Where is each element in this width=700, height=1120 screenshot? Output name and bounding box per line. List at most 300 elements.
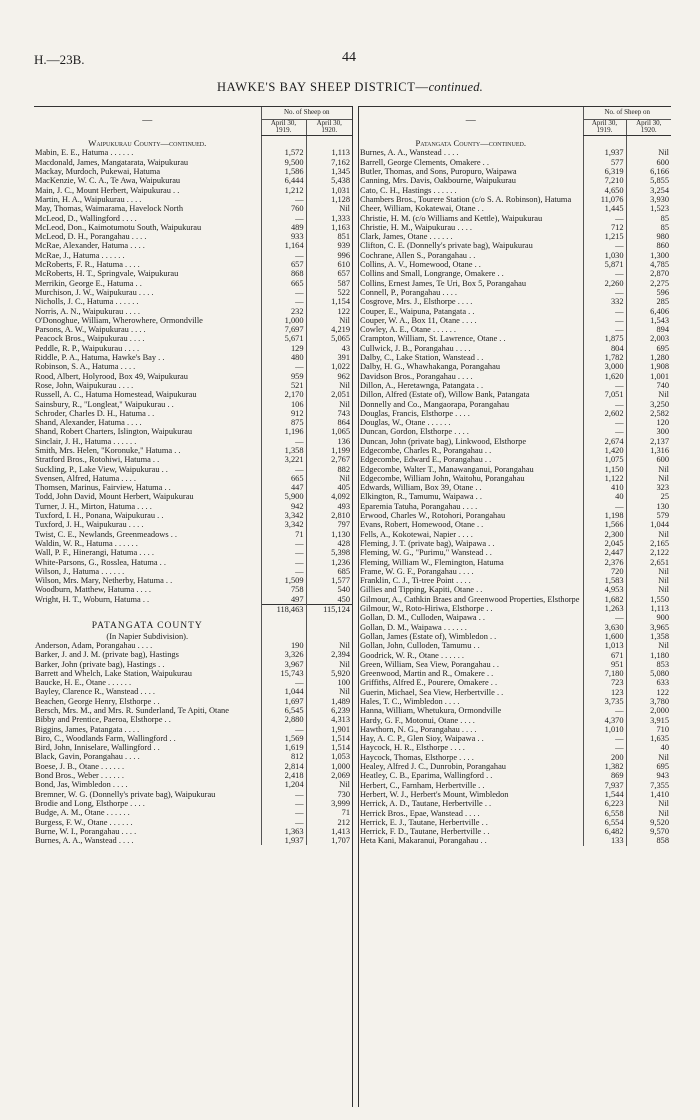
table-row (359, 511, 671, 520)
owner-name: Cosgrove, Mrs. J., Elsthorpe . . . . (360, 297, 473, 307)
sheep-1920: 600 (626, 158, 671, 167)
sheep-1919: — (261, 539, 306, 548)
table-row (359, 409, 671, 418)
sheep-1920: 6,406 (626, 307, 671, 316)
sheep-1920: 5,065 (306, 334, 352, 343)
owner-name: Guerin, Michael, Sea View, Herbertville . . (360, 687, 504, 697)
owner-name: Cullwick, J. B., Porangahau . . . . (360, 343, 471, 353)
owner-name: Tuxford, J. H., Waipukurau . . . . (35, 520, 144, 530)
table-row (34, 548, 352, 557)
owner-name: Hay, A. C. P., Glen Sioy, Waipawa . . (360, 734, 484, 744)
table-row (359, 390, 671, 399)
owner-name: Bond Bros., Weber . . . . . . (35, 771, 124, 781)
total-1920: 115,124 (306, 605, 352, 615)
sheep-1920: 450 (306, 595, 352, 605)
sheep-1920: 579 (626, 511, 671, 520)
sheep-1920: Nil (626, 753, 671, 762)
sheep-1920: 122 (626, 688, 671, 697)
sheep-1919: 712 (583, 223, 626, 232)
owner-name: Barrell, George Clements, Omakere . . (360, 157, 489, 167)
sheep-1919: 951 (583, 660, 626, 669)
sheep-1919: 2,447 (583, 548, 626, 557)
sheep-1919: 812 (261, 752, 306, 761)
table-row (359, 762, 671, 771)
sheep-1919: 1,198 (583, 511, 626, 520)
table-row (34, 409, 352, 418)
sheep-1919: 11,076 (583, 195, 626, 204)
owner-name: Fleming, William W., Flemington, Hatuma (360, 557, 504, 567)
sheep-1919: 1,382 (583, 762, 626, 771)
table-row (34, 799, 352, 808)
sheep-1920: 1,001 (626, 372, 671, 381)
sheep-1920: 5,080 (626, 669, 671, 678)
sheep-1919: 2,300 (583, 530, 626, 539)
owner-name: Hanna, William, Whetukura, Ormondville (360, 706, 502, 716)
table-row (34, 697, 352, 706)
owner-name: Twist, C. E., Newlands, Greenmeadows . . (35, 529, 177, 539)
owner-name: Fleming, W. G., "Purimu," Wanstead . . (360, 548, 492, 558)
table-row (34, 334, 352, 343)
table-row (359, 186, 671, 195)
sheep-1919: 5,871 (583, 260, 626, 269)
sheep-1920: 1,236 (306, 558, 352, 567)
table-row (34, 715, 352, 724)
owner-name: Edgecombe, Walter T., Manawanganui, Porangahau (360, 464, 534, 474)
sheep-1920: 695 (626, 762, 671, 771)
sheep-1920: 2,870 (626, 269, 671, 278)
owner-name: Herbert, C., Farnham, Herbertville . . (360, 780, 485, 790)
sheep-1920: 610 (306, 260, 352, 269)
total-1919: 118,463 (261, 605, 306, 615)
table-row (359, 558, 671, 567)
owner-name: Herbert, W. J., Herbert's Mount, Wimbledon (360, 789, 509, 799)
sheep-1919: — (583, 706, 626, 715)
sheep-1919: 1,075 (583, 455, 626, 464)
table-row (359, 809, 671, 818)
sheep-1920: 5,920 (306, 669, 352, 678)
sheep-1920: Nil (626, 809, 671, 818)
owner-name: Connell, P., Porangahau . . . . (360, 287, 458, 297)
sheep-1920: 2,051 (306, 390, 352, 399)
sheep-1920: 996 (306, 251, 352, 260)
sheep-1920: 1,523 (626, 204, 671, 213)
sheep-1920: 2,767 (306, 455, 352, 464)
sheep-1919: 332 (583, 297, 626, 306)
sheep-1919: 1,204 (261, 780, 306, 789)
owner-name: Stratford Bros., Rotohiwi, Hatuma . . (35, 455, 160, 465)
sheep-1920: 1,300 (626, 251, 671, 260)
owner-name: Herrick, F. D., Tautane, Herbertville . . (360, 827, 490, 837)
sheep-1920: 2,394 (306, 650, 352, 659)
owner-name: Hardy, G. F., Motonui, Otane . . . . (360, 715, 475, 725)
sheep-1919: 123 (583, 688, 626, 697)
owner-name: Herrick, A. D., Tautane, Herbertville . . (360, 799, 492, 809)
sheep-1919: 2,170 (261, 390, 306, 399)
table-row (359, 818, 671, 827)
title-main: HAWKE'S BAY SHEEP DISTRICT— (217, 80, 429, 94)
blank-cell (261, 135, 306, 148)
owner-name: Murchison, J. W., Waipukurau . . . . (35, 287, 154, 297)
owner-name: Wright, H. T., Woburn, Hatuma . . (35, 595, 150, 605)
owner-name: Martin, H. A., Waipukurau . . . . (35, 194, 142, 204)
sheep-1920: 2,810 (306, 511, 352, 520)
sheep-1920: 3,780 (626, 697, 671, 706)
right-column (358, 106, 671, 1107)
sheep-1920: 4,219 (306, 325, 352, 334)
sheep-1919: 521 (261, 381, 306, 390)
owner-name: Hales, T. C., Wimbledon . . . . (360, 697, 460, 706)
table-row (34, 186, 352, 195)
owner-name: McRoberts, H. T., Springvale, Waipukurau (35, 269, 179, 279)
sheep-1920: 633 (626, 678, 671, 687)
sheep-1920: 391 (306, 353, 352, 362)
sheep-1920: 1,316 (626, 446, 671, 455)
table-row (359, 520, 671, 529)
table-row (34, 492, 352, 501)
owner-name: Fleming, J. T. (private bag), Waipawa . . (360, 538, 495, 548)
sheep-1920: 900 (626, 613, 671, 622)
sheep-1920: 600 (626, 455, 671, 464)
sheep-1920: 9,520 (626, 818, 671, 827)
table-row (359, 446, 671, 455)
sheep-1919: 1,010 (583, 725, 626, 734)
table-row (34, 204, 352, 213)
sheep-1920: 864 (306, 418, 352, 427)
sheep-1919: 3,735 (583, 697, 626, 706)
table-row (34, 372, 352, 381)
sheep-1919: — (261, 214, 306, 223)
sheep-1920: 6,239 (306, 706, 352, 715)
sheep-1919: 1,782 (583, 353, 626, 362)
table-row (359, 158, 671, 167)
sheep-1919: 804 (583, 344, 626, 353)
table-row (359, 400, 671, 409)
owner-name: Wilson, J., Hatuma . . . . . . (35, 566, 125, 576)
sheep-1920: 1,113 (626, 604, 671, 613)
table-row (359, 576, 671, 585)
county-heading-patangata (34, 614, 352, 631)
sheep-1919: — (583, 307, 626, 316)
sheep-1920: Nil (626, 567, 671, 576)
sheep-1919: 959 (261, 372, 306, 381)
sheep-1919: — (261, 297, 306, 306)
sheep-1920: 5,398 (306, 548, 352, 557)
table-row (359, 427, 671, 436)
sheep-1919: 3,000 (583, 362, 626, 371)
owner-name: Edgecombe, Charles R., Porangahau . . (360, 445, 492, 455)
table-row (359, 716, 671, 725)
report-reference: H.—23B. (34, 52, 85, 67)
owner-name: Norris, A. N., Waipukurau . . . . (35, 306, 141, 316)
owner-name: Evans, Robert, Homewood, Otane . . (360, 520, 484, 530)
sheep-1919: — (583, 241, 626, 250)
owner-name: Gollan, D. M., Waipawa . . . . . . (360, 622, 467, 632)
table-row (359, 204, 671, 213)
county-subheading-text: (In Napier Subdivision). (106, 631, 189, 641)
table-row (34, 678, 352, 687)
blank-cell (261, 614, 306, 631)
sheep-1919: 657 (261, 260, 306, 269)
sheep-1919: 7,937 (583, 781, 626, 790)
table-row (34, 176, 352, 185)
owner-name: McRae, J., Hatuma . . . . . . (35, 250, 125, 260)
owner-name: Elkington, R., Tamumu, Waipawa . . (360, 492, 482, 502)
name-column-header-right: — (465, 115, 476, 127)
owner-name: McLeod, D., Wallingford . . . . (35, 213, 137, 223)
owner-name: Bremner, W. G. (Donnelly's private bag), Waipukurau (35, 789, 216, 799)
owner-name: Parsons, A. W., Waipukurau . . . . (35, 325, 146, 335)
sheep-1920: Nil (306, 780, 352, 789)
table-row (34, 167, 352, 176)
sheep-1920: 85 (626, 223, 671, 232)
sheep-1919: — (261, 808, 306, 817)
owner-name: Davidson Bros., Porangahau . . . . (360, 371, 473, 381)
sheep-1920: 71 (306, 808, 352, 817)
sheep-1919: 1,215 (583, 232, 626, 241)
table-row (359, 474, 671, 483)
owner-name: Riddle, P. A., Hatuma, Hawke's Bay . . (35, 353, 165, 363)
owner-name: Fells, A., Kokotewai, Napier . . . . (360, 529, 473, 539)
owner-name: Healey, Alfred J. C., Dunrobin, Porangahau (360, 762, 506, 772)
sheep-1920: 743 (306, 409, 352, 418)
owner-name: Schroder, Charles D. H., Hatuma . . (35, 408, 155, 418)
owner-name: Beachen, George Henry, Elsthorpe . . (35, 696, 160, 706)
table-row (359, 660, 671, 669)
owner-name: Herrick, E. J., Tautane, Herbertville . . (360, 817, 488, 827)
sheep-1920: 100 (306, 678, 352, 687)
sheep-1919: 1,697 (261, 697, 306, 706)
owner-name: Turner, J. H., Mirton, Hatuma . . . . (35, 501, 152, 511)
sheep-1920: 3,915 (626, 716, 671, 725)
owner-name: Smith, Mrs. Helen, "Koronuke," Hatuma . . (35, 445, 181, 455)
owner-name: Donnelly and Co., Mangaorapa, Porangahau (360, 399, 510, 409)
sheep-1920: Nil (306, 641, 352, 650)
table-row (359, 455, 671, 464)
table-row (34, 241, 352, 250)
owner-name: Bersch, Mrs. M., and Mrs. R. Sunderland, Te Apiti, Otane (35, 706, 229, 715)
sheep-1919: 1,150 (583, 465, 626, 474)
table-row (34, 669, 352, 678)
owner-name: Butler, Thomas, and Sons, Puropuro, Waipawa (360, 167, 517, 177)
sheep-1920: 596 (626, 288, 671, 297)
sheep-1919: 1,263 (583, 604, 626, 613)
table-row (34, 325, 352, 334)
sheep-1920: 2,165 (626, 539, 671, 548)
owner-name: Dillon, A., Heretawnga, Patangata . . (360, 380, 484, 390)
sheep-1920: 2,122 (626, 548, 671, 557)
blank-cell (583, 135, 626, 148)
table-row (34, 539, 352, 548)
owner-name: Biro, C., Woodlands Farm, Wallingford . . (35, 733, 176, 743)
blank-cell (626, 135, 671, 148)
sheep-1919: 1,682 (583, 595, 626, 604)
county-heading (34, 135, 352, 148)
table-row (359, 483, 671, 492)
table-row (359, 465, 671, 474)
sheep-1919: 1,030 (583, 251, 626, 260)
sheep-1920: 1,908 (626, 362, 671, 371)
table-row (34, 288, 352, 297)
sheep-1920: Nil (626, 799, 671, 808)
owner-name: Heatley, C. B., Eparima, Wallingford . . (360, 771, 493, 781)
sheep-1920: 1,022 (306, 362, 352, 371)
table-row (359, 214, 671, 223)
sheep-1919: 760 (261, 204, 306, 213)
sheep-1920: 1,154 (306, 297, 352, 306)
table-row (34, 818, 352, 827)
sheep-1919: 2,814 (261, 762, 306, 771)
sheep-1919: 489 (261, 223, 306, 232)
table-row (34, 650, 352, 659)
sheep-1920: 43 (306, 344, 352, 353)
sheep-1920: 939 (306, 241, 352, 250)
owner-name: Waldin, W. R., Hatuma . . . . . . (35, 538, 138, 548)
table-row (359, 585, 671, 594)
owner-name: Anderson, Adam, Porangahau . . . . (35, 640, 153, 650)
sheep-1920: 980 (626, 232, 671, 241)
table-row (34, 558, 352, 567)
sheep-1919: 942 (261, 502, 306, 511)
owner-name: Collins, Ernest James, Te Uri, Box 5, Porangahau (360, 278, 527, 288)
sheep-1919: 3,967 (261, 660, 306, 669)
table-row (359, 260, 671, 269)
blank-cell (306, 135, 352, 148)
sheep-1920: 2,137 (626, 437, 671, 446)
table-row (34, 307, 352, 316)
table-row (359, 781, 671, 790)
owner-name: Woodburn, Matthew, Hatuma . . . . (35, 585, 152, 595)
table-row (359, 492, 671, 501)
table-row (34, 427, 352, 436)
table-row (34, 706, 352, 715)
sheep-1920: Nil (306, 204, 352, 213)
owner-name: Edgecombe, William John, Waitohu, Porangahau (360, 473, 525, 483)
sheep-1920: 730 (306, 790, 352, 799)
owner-name: Gollan, D. M., Culloden, Waipawa . . (360, 613, 486, 623)
sheep-1920: 3,999 (306, 799, 352, 808)
table-row (359, 288, 671, 297)
sheep-1919: — (583, 288, 626, 297)
sheep-1920: 695 (626, 344, 671, 353)
county-heading-text: Waipukurau County—continued. (88, 138, 207, 149)
sheep-1919: 2,045 (583, 539, 626, 548)
sheep-1920: 4,785 (626, 260, 671, 269)
sheep-1919: 1,620 (583, 372, 626, 381)
table-row (359, 771, 671, 780)
sheep-1919: 2,880 (261, 715, 306, 724)
sheep-1919: — (261, 799, 306, 808)
owner-name: Green, William, Sea View, Porangahau . . (360, 659, 500, 669)
sheep-1919: 3,342 (261, 511, 306, 520)
owner-name: Bayley, Clarence R., Wanstead . . . . (35, 687, 156, 697)
owner-name: Dalby, C., Lake Station, Wanstead . . (360, 353, 484, 363)
owner-name: Clifton, C. E. (Donnelly's private bag), Waipukurau (360, 241, 533, 251)
sheep-1919: 1,509 (261, 576, 306, 585)
sheep-1920: 657 (306, 269, 352, 278)
table-row (359, 641, 671, 650)
sheep-1919: 758 (261, 585, 306, 594)
owner-name: Russell, A. C., Hatuma Homestead, Waipukurau (35, 390, 197, 400)
sheep-1919: 1,600 (583, 632, 626, 641)
table-row (34, 641, 352, 650)
sheep-1920: 1,410 (626, 790, 671, 799)
sheep-1920: 428 (306, 539, 352, 548)
sheep-1919: 15,743 (261, 669, 306, 678)
table-row (359, 753, 671, 762)
owner-name: Thomsen, Marinus, Fairview, Hatuma . . (35, 483, 171, 493)
sheep-1920: 894 (626, 325, 671, 334)
sheep-1920: 3,930 (626, 195, 671, 204)
owner-name: Rood, Albert, Holyrood, Box 49, Waipukurau (35, 371, 188, 381)
sheep-1920: 1,113 (306, 148, 352, 157)
table-row (34, 687, 352, 696)
owner-name: McLeod, Don., Kaimotumotu South, Waipukurau (35, 222, 202, 232)
sheep-1920: 1,180 (626, 651, 671, 660)
table-row (34, 418, 352, 427)
table-row (34, 158, 352, 167)
sheep-1920: 4,092 (306, 492, 352, 501)
table-row (34, 585, 352, 594)
left-column (34, 106, 353, 1107)
sheep-1919: 665 (261, 279, 306, 288)
sheep-1919: 2,674 (583, 437, 626, 446)
table-row (34, 195, 352, 204)
sheep-1919: 480 (261, 353, 306, 362)
owner-name: Bibby and Prentice, Paeroa, Elsthorpe . . (35, 715, 171, 725)
table-row (34, 214, 352, 223)
sheep-1920: 1,514 (306, 734, 352, 743)
owner-name: Barker, John (private bag), Hastings . . (35, 659, 165, 669)
owner-name: Macdonald, James, Mangatarata, Waipukurau (35, 157, 189, 167)
owner-name: Mackay, Murdoch, Pukewai, Hatuma (35, 167, 161, 177)
sheep-1920: 1,031 (306, 186, 352, 195)
title-continued: continued. (428, 80, 483, 94)
sheep-1920: 40 (626, 743, 671, 752)
sheep-1920: 85 (626, 214, 671, 223)
blank-cell (34, 605, 261, 615)
table-row (359, 604, 671, 613)
table-row (34, 279, 352, 288)
table-row (34, 390, 352, 399)
owner-name: Cheer, William, Kokatewai, Otane . . (360, 204, 484, 214)
sheep-1919: — (583, 743, 626, 752)
owner-name: Couper, W. A., Box 11, Otane . . . . (360, 315, 477, 325)
owner-name: Shand, Alexander, Hatuma . . . . (35, 418, 142, 428)
owner-name: Goodrick, W. R., Otane . . . . . . (360, 650, 464, 660)
sheep-1920: Nil (306, 381, 352, 390)
sheep-1920: 25 (626, 492, 671, 501)
table-row (34, 502, 352, 511)
sheep-1919: — (261, 725, 306, 734)
table-row (359, 548, 671, 557)
owner-name: Gollan, John, Culloden, Tamumu . . (360, 641, 480, 651)
sheep-1919: 1,212 (261, 186, 306, 195)
table-row (359, 223, 671, 232)
sheep-1920: 2,651 (626, 558, 671, 567)
owner-name: Canning, Mrs. Davis, Oakbourne, Waipukurau (360, 176, 516, 186)
table-row (34, 762, 352, 771)
table-row (34, 752, 352, 761)
owner-name: McRae, Alexander, Hatuma . . . . (35, 241, 145, 251)
sheep-1920: 4,313 (306, 715, 352, 724)
table-row (34, 316, 352, 325)
sheep-1919: 1,583 (583, 576, 626, 585)
sheep-1919: 2,418 (261, 771, 306, 780)
sheep-1920: 1,413 (306, 827, 352, 836)
owner-name: Greenwood, Martin and R., Omakere . . (360, 669, 494, 679)
owner-name: O'Donoghue, William, Wherowhere, Ormondville (35, 315, 203, 325)
table-row (359, 148, 671, 157)
